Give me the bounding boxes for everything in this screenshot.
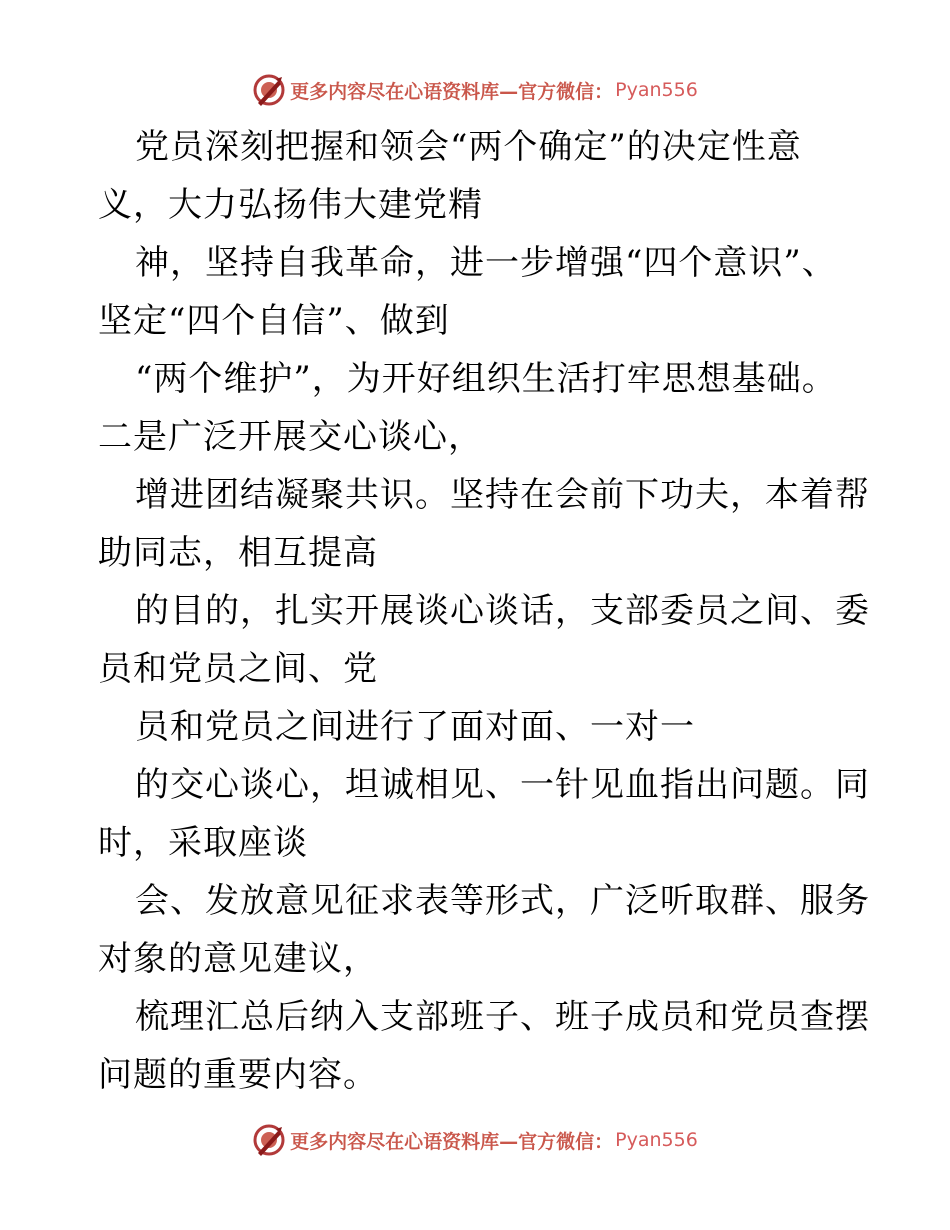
text-line: 会、发放意见征求表等形式，广泛听取群、服务 bbox=[135, 881, 870, 921]
text-line: 对象的意见建议， bbox=[98, 939, 378, 979]
text-line: 梳理汇总后纳入支部班子、班子成员和党员查摆 bbox=[135, 997, 870, 1037]
footer-watermark bbox=[0, 1120, 950, 1160]
text-line: 义，大力弘扬伟大建党精 bbox=[98, 185, 483, 225]
text-line: 二是广泛开展交心谈心， bbox=[98, 417, 483, 457]
text-line: “两个维护”，为开好组织生活打牢思想基础。 bbox=[135, 359, 837, 399]
pen-logo-icon bbox=[252, 73, 286, 107]
watermark-text: 更多内容尽在心语资料库—官方微信： bbox=[290, 80, 614, 103]
text-line: 党员深刻把握和领会“两个确定”的决定性意 bbox=[135, 127, 802, 167]
text-line: 的目的，扎实开展谈心谈话，支部委员之间、委 bbox=[135, 591, 870, 631]
text-line: 的交心谈心，坦诚相见、一针见血指出问题。同 bbox=[135, 765, 870, 805]
text-line: 神，坚持自我革命，进一步增强“四个意识”、 bbox=[135, 243, 837, 283]
watermark-wechat-id: Pyan556 bbox=[615, 79, 698, 101]
header-watermark bbox=[0, 70, 950, 110]
text-line: 员和党员之间、党 bbox=[98, 649, 378, 689]
text-line: 增进团结凝聚共识。坚持在会前下功夫，本着帮 bbox=[135, 475, 870, 515]
pen-logo-icon bbox=[252, 1123, 286, 1157]
text-line: 坚定“四个自信”、做到 bbox=[98, 301, 450, 341]
document-body bbox=[98, 118, 868, 1104]
text-line: 时，采取座谈 bbox=[98, 823, 308, 863]
text-line: 助同志，相互提高 bbox=[98, 533, 378, 573]
watermark-text: 更多内容尽在心语资料库—官方微信： bbox=[290, 1130, 614, 1153]
text-line: 员和党员之间进行了面对面、一对一 bbox=[135, 707, 695, 747]
text-line: 问题的重要内容。 bbox=[98, 1055, 378, 1095]
watermark-wechat-id: Pyan556 bbox=[615, 1129, 698, 1151]
